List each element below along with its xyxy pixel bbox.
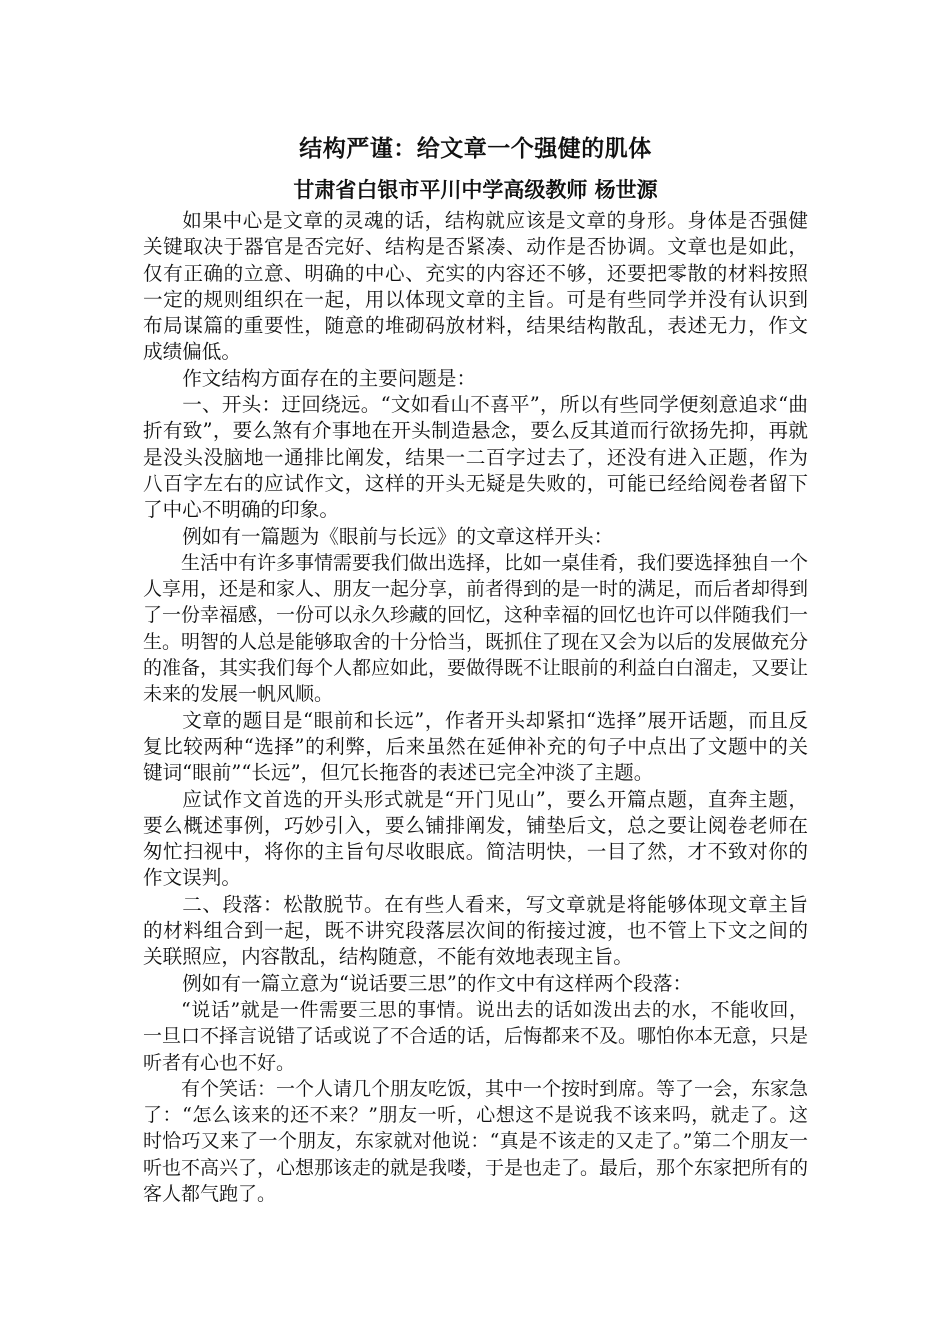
document-body (143, 208, 808, 1207)
quoted-example-paragraph: “说话”就是一件需要三思的事情。说出去的话如泼出去的水，不能收回，一旦口不择言说错了话或说了不合适的话，后悔都来不及。哪怕你本无意，只是听者有心也不好。 (143, 998, 809, 1074)
body-paragraph: 一、开头：迂回绕远。“文如看山不喜平”，所以有些同学便刻意追求“曲折有致”，要么煞有介事地在开头制造悬念，要么反其道而行欲扬先抑，再就是没头没脑地一通排比阐发，结果一二百字过去了，还没有进入正题，作为八百字左右的应试作文，这样的开头无疑是失败的，可能已经给阅卷者留下了中心不明确的印象。 (143, 393, 808, 522)
document-page (143, 130, 808, 1207)
body-paragraph: 文章的题目是“眼前和长远”，作者开头却紧扣“选择”展开话题，而且反复比较两种“选择”的利弊，后来虽然在延伸补充的句子中点出了文题中的关键词“眼前”“长远”，但冗长拖沓的表述已完全冲淡了主题。 (143, 708, 808, 785)
author-line: 甘肃省白银市平川中学高级教师 杨世源 (293, 178, 658, 202)
document-title: 结构严谨：给文章一个强健的肌体 (299, 136, 652, 162)
body-paragraph: 例如有一篇题为《眼前与长远》的文章这样开头： (182, 524, 614, 548)
body-paragraph: 二、段落：松散脱节。在有些人看来，写文章就是将能够体现文章主旨的材料组合到一起，既不讲究段落层次间的衔接过渡，也不管上下文之间的关联照应，内容散乱，结构随意，不能有效地表现主旨。 (143, 892, 808, 969)
body-paragraph: 作文结构方面存在的主要问题是： (182, 366, 477, 390)
body-paragraph: 应试作文首选的开头形式就是“开门见山”，要么开篇点题，直奔主题，要么概述事例，巧妙引入，要么铺排阐发，铺垫后文，总之要让阅卷老师在匆忙扫视中，将你的主旨句尽收眼底。简洁明快，一目了然，才不致对你的作文误判。 (143, 787, 808, 890)
quoted-example-paragraph: 生活中有许多事情需要我们做出选择，比如一桌佳肴，我们要选择独自一个人享用，还是和家人、朋友一起分享，前者得到的是一时的满足，而后者却得到了一份幸福感，一份可以永久珍藏的回忆，这种幸福的回忆也许可以伴随我们一生。明智的人总是能够取舍的十分恰当，既抓住了现在又会为以后的发展做充分的准备，其实我们每个人都应如此，要做得既不让眼前的利益白白溜走，又要让未来的发展一帆风顺。 (143, 551, 809, 706)
body-paragraph: 例如有一篇立意为“说话要三思”的作文中有这样两个段落： (182, 971, 693, 995)
quoted-example-paragraph: 有个笑话：一个人请几个朋友吃饭，其中一个按时到席。等了一会，东家急了：“怎么该来的还不来？”朋友一听，心想这不是说我不该来吗，就走了。这时恰巧又来了一个朋友，东家就对他说：“真是不该走的又走了。”第二个朋友一听也不高兴了，心想那该走的就是我喽，于是也走了。最后，那个东家把所有的客人都气跑了。 (143, 1077, 809, 1205)
body-paragraph: 如果中心是文章的灵魂的话，结构就应该是文章的身形。身体是否强健关键取决于器官是否完好、结构是否紧凑、动作是否协调。文章也是如此，仅有正确的立意、明确的中心、充实的内容还不够，还要把零散的材料按照一定的规则组织在一起，用以体现文章的主旨。可是有些同学并没有认识到布局谋篇的重要性，随意的堆砌码放材料，结果结构散乱，表述无力，作文成绩偏低。 (143, 209, 808, 364)
